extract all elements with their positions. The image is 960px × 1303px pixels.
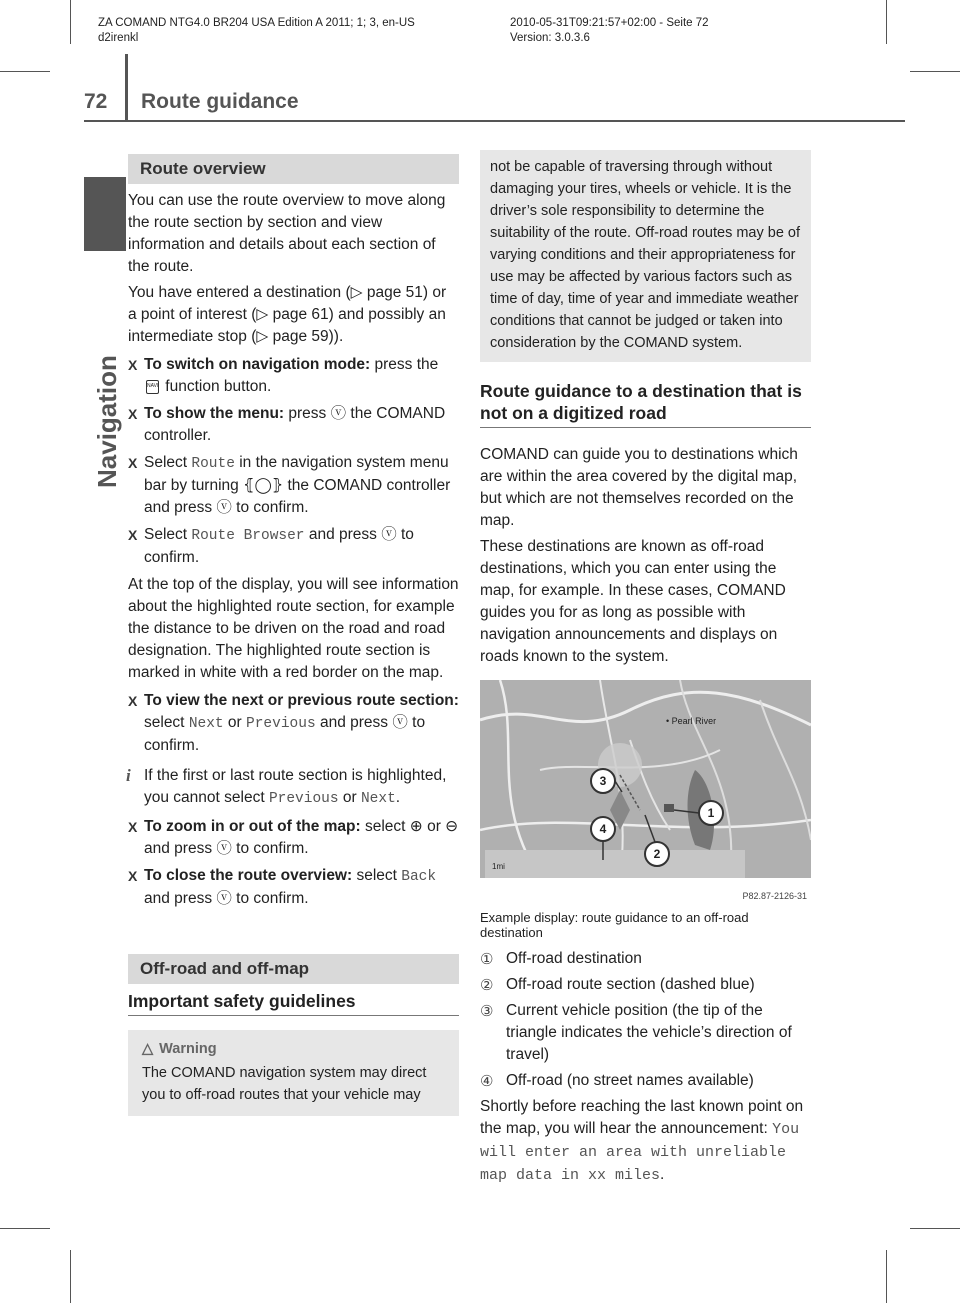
section-title-off-road: Off-road and off-map: [128, 954, 459, 984]
step-text: select: [352, 867, 402, 884]
menu-item-previous: Previous: [268, 791, 339, 807]
safety-continuation-box: not be capable of traversing through without damaging your tires, wheels or vehicle. It is the driver’s sole responsibility to determine the suitability of the route. Off-road routes may be of varying conditions and their appropriateness for use may be affected by various factors such as time of day, time of year and immediate weather conditions that cannot be judged or taken into consideration by the COMAND system.: [480, 150, 811, 362]
step-marker-icon: X: [128, 357, 138, 373]
legend-item: [480, 948, 811, 970]
step-text: or: [223, 714, 247, 731]
meta-right-line1: 2010-05-31T09:21:57+02:00 - Seite 72: [510, 17, 709, 29]
step-text: and press ⓥ to confirm.: [144, 526, 414, 566]
warning-title-text: Warning: [159, 1041, 217, 1057]
callout-3-label: 3: [599, 774, 607, 788]
announcement-text: You will enter an area with unreliable map data in xx miles: [480, 1121, 800, 1184]
legend-item: [480, 1070, 811, 1092]
step-show-menu: [128, 403, 459, 447]
navi-button-icon: NAVI: [146, 380, 159, 394]
step-marker-icon: X: [128, 693, 138, 709]
step-marker-icon: X: [128, 819, 138, 835]
meta-left-line1: ZA COMAND NTG4.0 BR204 USA Edition A 2011; 1; 3, en-US: [98, 17, 415, 29]
step-bold: To zoom in or out of the map:: [144, 818, 361, 835]
legend-item: [480, 974, 811, 996]
crop-mark: [70, 1250, 71, 1303]
menu-item-previous: Previous: [246, 716, 316, 732]
intro-paragraph-2: You have entered a destination (▷ page 51) or a point of interest (▷ page 61) and possibly an intermediate stop (▷ page 59)).: [128, 284, 447, 345]
step-text: function button.: [161, 378, 272, 395]
paragraph-3: Shortly before reaching the last known point on the map, you will hear the announcement:: [480, 1098, 804, 1137]
menu-item-next: Next: [360, 791, 396, 807]
map-place-label: • Pearl River: [666, 716, 717, 726]
step-text: select: [144, 714, 189, 731]
warning-box: [128, 1030, 459, 1116]
page-title: Route guidance: [141, 90, 299, 113]
map-graphic: [480, 680, 811, 902]
left-column: [128, 154, 459, 1116]
side-title: [92, 268, 132, 488]
step-bold: To view the next or previous route section:: [144, 692, 459, 709]
menu-item-back: Back: [401, 869, 437, 885]
step-close-overview: [128, 865, 459, 910]
crop-mark: [0, 71, 50, 72]
legend-number: ④: [480, 1073, 494, 1090]
step-marker-icon: X: [128, 455, 138, 471]
step-marker-icon: X: [128, 406, 138, 422]
info-icon: i: [126, 766, 131, 785]
callout-1-label: 1: [707, 806, 715, 820]
warning-text: The COMAND navigation system may direct you to off-road routes that your vehicle may: [142, 1065, 427, 1103]
crop-mark: [886, 1250, 887, 1303]
step-marker-icon: X: [128, 527, 138, 543]
step-select-route: [128, 452, 459, 519]
menu-item-next: Next: [188, 716, 224, 732]
step-navigation-mode: [128, 354, 459, 398]
figure-code: P82.87-2126-31: [742, 891, 807, 901]
legend-text: Off-road destination: [506, 950, 642, 967]
info-text: or: [338, 789, 361, 806]
heading-safety-guidelines: Important safety guidelines: [128, 990, 459, 1016]
info-text: .: [395, 789, 401, 806]
legend-text: Off-road (no street names available): [506, 1072, 754, 1089]
right-column: [480, 150, 811, 1191]
crop-mark: [70, 0, 71, 44]
page-number: 72: [84, 90, 108, 113]
info-note: [128, 765, 459, 810]
step-bold: To close the route overview:: [144, 867, 353, 884]
menu-item-route: Route: [191, 456, 235, 472]
map-status-bar: [485, 850, 745, 878]
meta-right: [510, 16, 709, 46]
legend-item: [480, 1000, 811, 1066]
legend-text: Off-road route section (dashed blue): [506, 976, 755, 993]
heading-off-road-guidance: Route guidance to a destination that is not on a digitized road: [480, 380, 811, 428]
announcement-end: .: [660, 1166, 665, 1183]
step-text: select ⊕ or ⊖ and press ⓥ to confirm.: [144, 818, 459, 857]
step-bold: To switch on navigation mode:: [144, 356, 371, 373]
display-paragraph: At the top of the display, you will see information about the highlighted route section, for example the distance to be driven on the road and road designation. The highlighted route section is marked in white with a red border on the map.: [128, 576, 459, 681]
step-text: and press ⓥ to confirm.: [144, 890, 309, 907]
step-text: Select: [144, 454, 192, 471]
step-text: in the navigation system menu bar by turning ⦃◯⦄ the COMAND controller and press ⓥ to confirm.: [144, 454, 451, 516]
figure-caption: Example display: route guidance to an off-road destination: [480, 910, 749, 940]
legend-text: Current vehicle position (the tip of the triangle indicates the vehicle’s direction of travel): [506, 1002, 792, 1063]
crop-mark: [886, 0, 887, 44]
legend-number: ③: [480, 1003, 494, 1020]
warning-title: [142, 1038, 445, 1060]
legend-number: ②: [480, 977, 494, 994]
crop-mark: [0, 1228, 50, 1229]
section-title-route-overview: Route overview: [128, 154, 459, 184]
step-marker-icon: X: [128, 868, 138, 884]
paragraph-1: COMAND can guide you to destinations which are within the area covered by the digital map, but which are not themselves recorded on the map.: [480, 446, 798, 529]
step-route-browser: [128, 524, 459, 569]
step-bold: To show the menu:: [144, 405, 285, 422]
paragraph-2: These destinations are known as off-road destinations, which you can enter using the map, for example. In these cases, COMAND guides you for as long as possible with navigation announcements and displays on roads known to the system.: [480, 538, 786, 665]
step-text: and press ⓥ to confirm.: [144, 714, 426, 754]
meta-right-line2: Version: 3.0.3.6: [510, 32, 590, 44]
menu-item-route-browser: Route Browser: [191, 528, 305, 544]
crop-mark: [910, 71, 960, 72]
legend-number: ①: [480, 951, 494, 968]
step-zoom: [128, 816, 459, 860]
side-title-text: Navigation: [92, 355, 122, 488]
info-text: If the first or last route section is highlighted, you cannot select: [144, 767, 447, 806]
callout-2-label: 2: [653, 847, 661, 861]
map-scale-label: 1mi: [492, 862, 505, 871]
step-text: Select: [144, 526, 192, 543]
step-next-previous: [128, 690, 459, 757]
section-tab: [84, 177, 126, 251]
paragraph-announcement-intro: [480, 1096, 811, 1187]
step-text: press ⓥ the COMAND controller.: [144, 405, 446, 444]
warning-triangle-icon: △: [142, 1041, 154, 1057]
callout-4-label: 4: [599, 822, 607, 836]
header-divider: [125, 54, 128, 122]
header-rule: [84, 120, 905, 122]
meta-left-line2: d2irenkl: [98, 32, 139, 44]
step-text: press the: [370, 356, 439, 373]
meta-left: [98, 16, 415, 46]
map-destination-marker: [664, 804, 674, 812]
crop-mark: [910, 1228, 960, 1229]
map-figure: [480, 680, 811, 902]
intro-paragraph-1: You can use the route overview to move along the route section by section and view information and details about each section of the route.: [128, 192, 446, 275]
